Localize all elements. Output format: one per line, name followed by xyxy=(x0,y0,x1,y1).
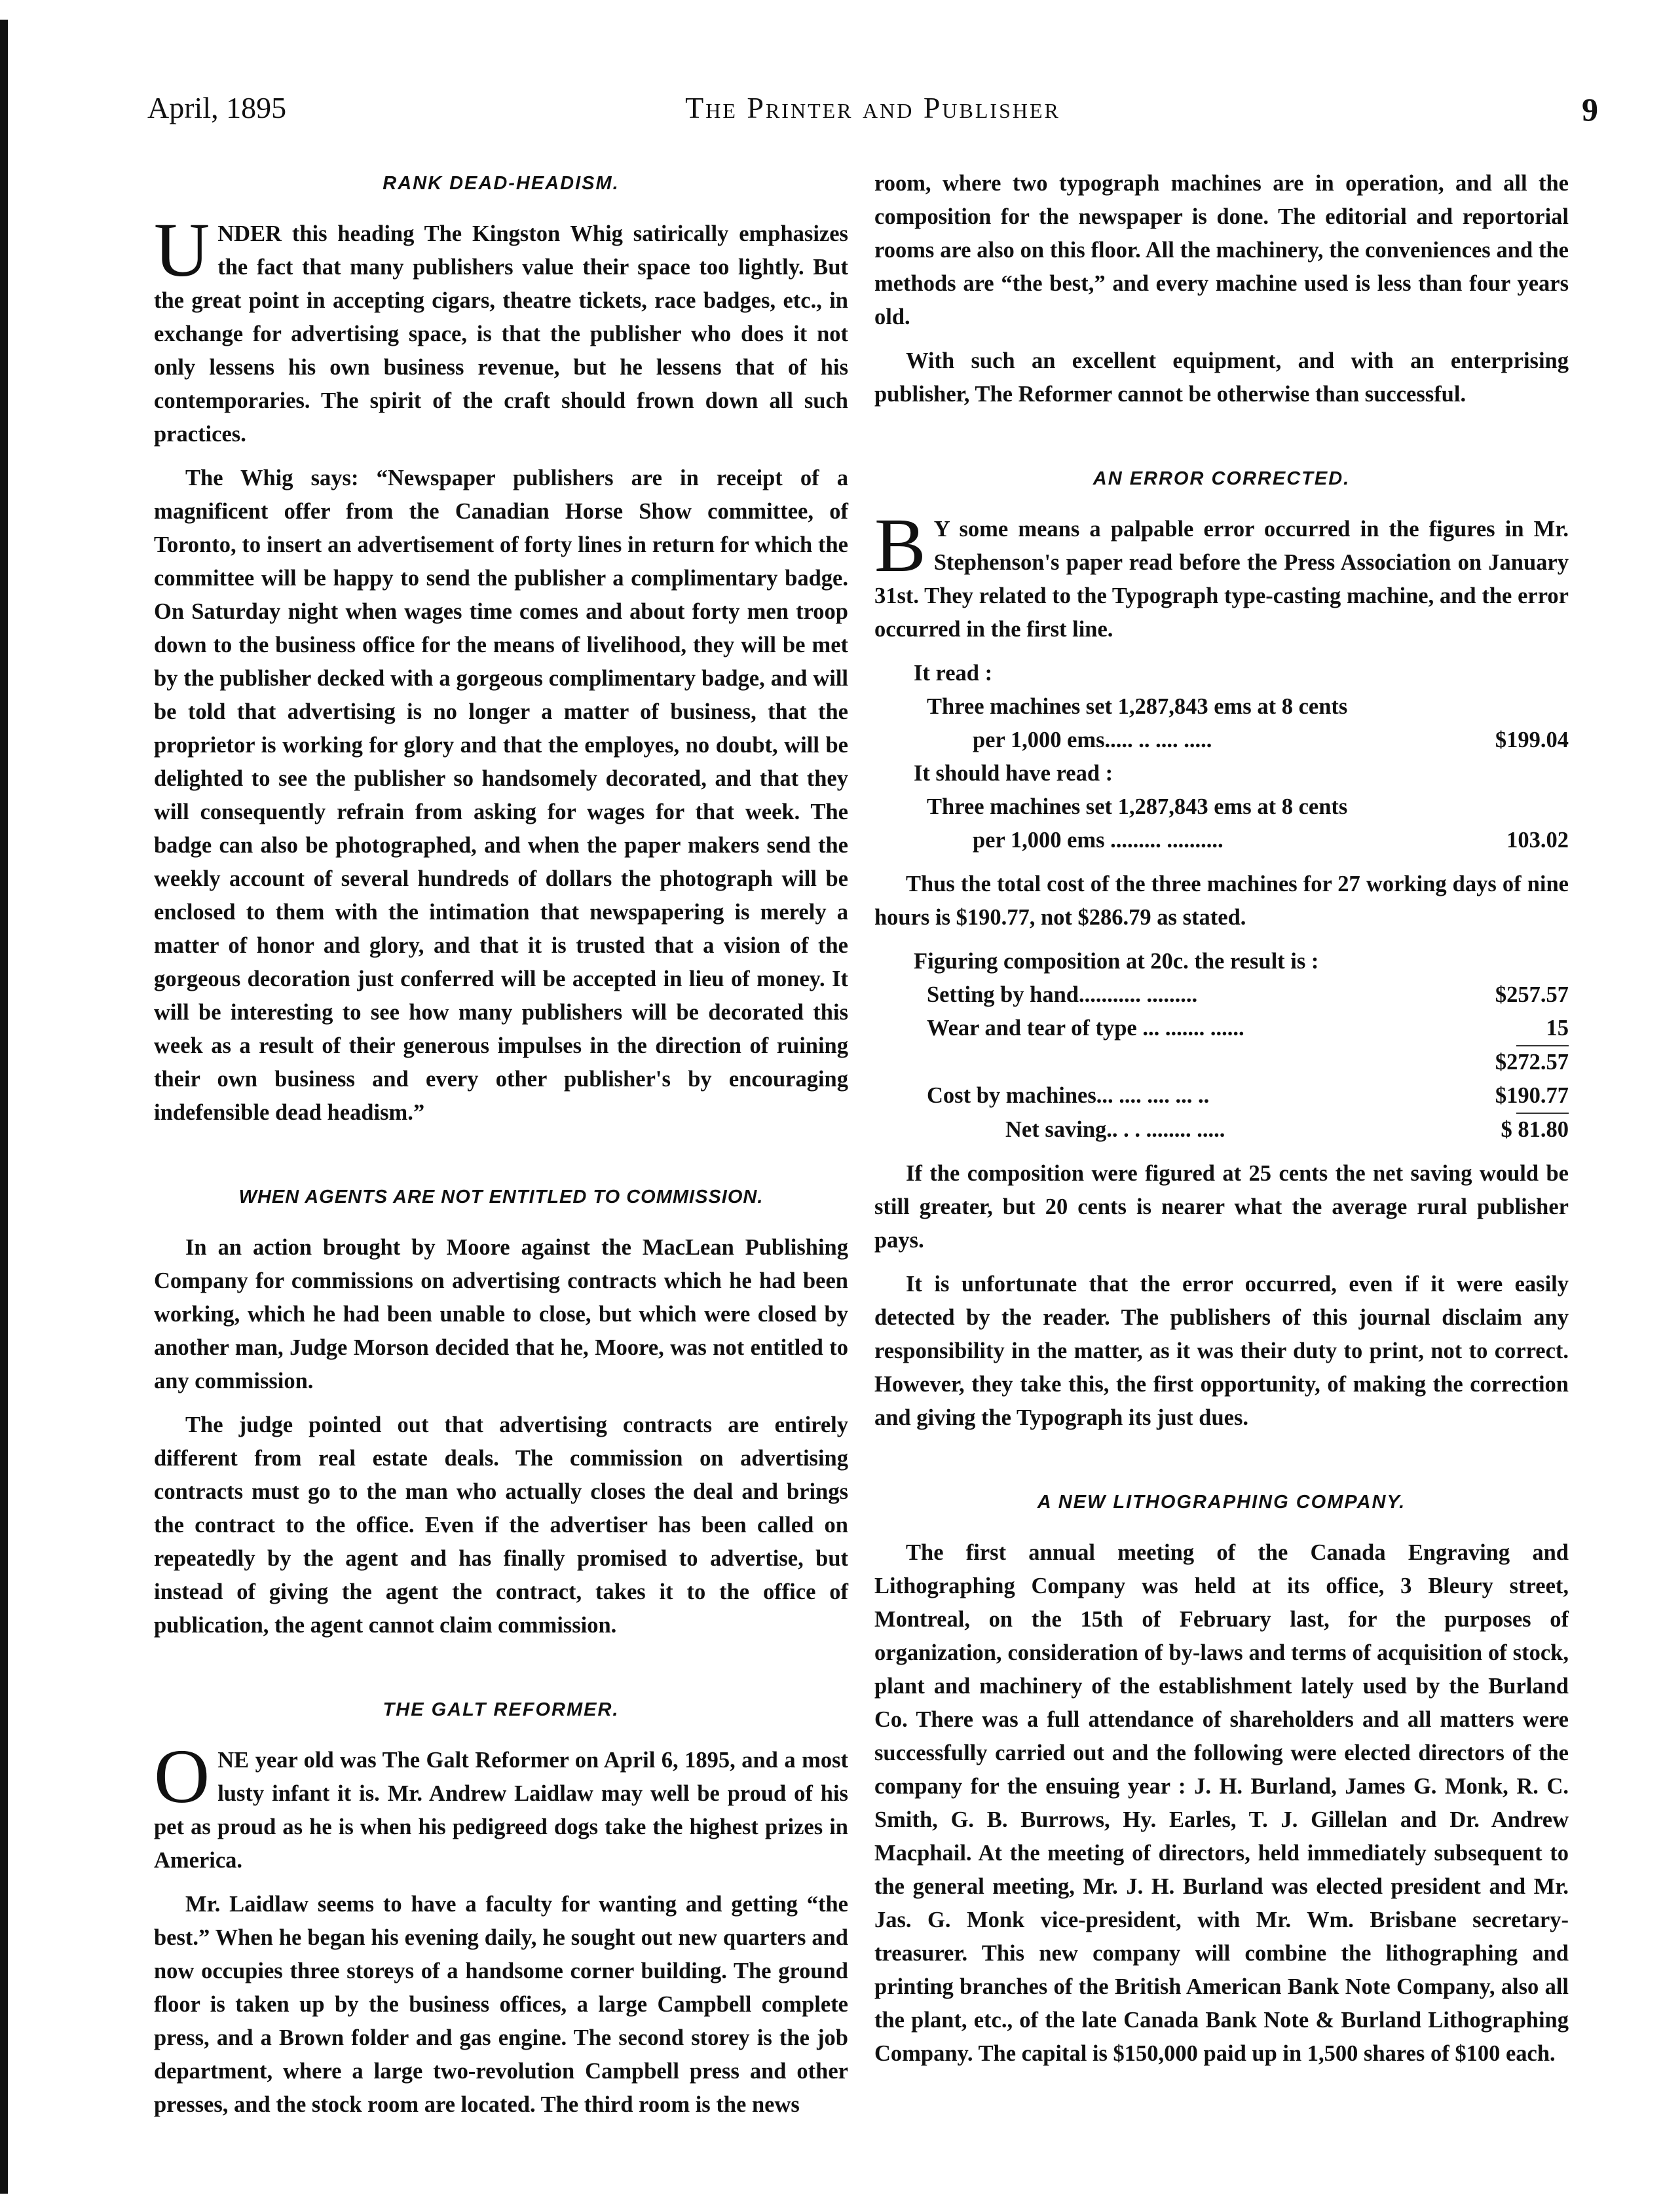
article-galt-reformer xyxy=(154,1693,848,2122)
article-paragraph: The judge pointed out that advertising contracts are entirely different from real estate deals. The commission on advertising contracts must go to the man who actually closes the deal and brings the contract to the office. Even if the advertiser has been called on repeatedly by the agent and has finally promised to advertise, but instead of giving the agent the contract, takes it to the office of publication, the agent cannot claim commission. xyxy=(154,1412,848,1638)
issue-date: April, 1895 xyxy=(147,91,287,124)
calc-value: $190.77 xyxy=(1495,1083,1569,1108)
drop-cap: U xyxy=(154,207,210,293)
calc-value: $199.04 xyxy=(1495,728,1569,752)
calc-value: $257.57 xyxy=(1495,982,1569,1007)
calc-label: per 1,000 ems..... .. .... ..... xyxy=(973,728,1212,752)
article-paragraph: Mr. Laidlaw seems to have a faculty for wanting and getting “the best.” When he began his evening daily, he sought out new quarters and now occupies three storeys of a handsome corner building. The ground floor is taken up by the business offices, a large Campbell complete press, and a Brown folder and gas engine. The second storey is the job department, where a large two-revolution Campbell press and other presses, and the stock room are located. The third room is the news xyxy=(154,1892,848,2117)
article-paragraph: With such an excellent equipment, and with an enterprising publisher, The Reformer cannot be otherwise than successful. xyxy=(874,348,1569,407)
article-error-corrected xyxy=(874,462,1569,1435)
article-paragraph: The first annual meeting of the Canada Engraving and Lithographing Company was held at its office, 3 Bleury street, Montreal, on the 15th of February last, for the purposes of organization, consideration of by-laws and terms of acquisition of stock, plant and machinery of the establishment lately used by the Burland Co. There was a full attendance of shareholders and all matters were successfully carried out and the following were elected directors of the company for the ensuing year : J. H. Burland, James G. Monk, R. C. Smith, G. B. Burrows, Hy. Earles, T. J. Gillelan and Dr. Andrew Macphail. At the meeting of directors, held immediately subsequent to the general meeting, Mr. J. H. Burland was elected president and Mr. Jas. G. Monk vice-president, with Mr. Wm. Brisbane secretary-treasurer. This new company will combine the lithographing and printing branches of the British American Bank Note Company, also all the plant, etc., of the late Canada Bank Note & Burland Lithographing Company. The capital is $150,000 paid up in 1,500 shares of $100 each. xyxy=(874,1540,1569,2066)
binding-margin xyxy=(0,20,8,2194)
cost-comparison xyxy=(874,945,1569,1147)
page-header xyxy=(147,90,1598,130)
calc-value: 103.02 xyxy=(1506,828,1569,853)
article-rank-dead-headism xyxy=(154,167,848,1130)
article-title: THE GALT REFORMER. xyxy=(383,1699,620,1720)
error-calculation xyxy=(874,657,1569,857)
left-column xyxy=(154,167,848,2132)
article-paragraph: Thus the total cost of the three machines for 27 working days of nine hours is $190.77, not $286.79 as stated. xyxy=(874,872,1569,930)
article-paragraph-continued: room, where two typograph machines are in operation, and all the composition for the newspaper is done. The editorial and reportorial rooms are also on this floor. All the machinery, the conveniences and the methods are “the best,” and every machine used is less than four years old. xyxy=(874,171,1569,329)
article-title: WHEN AGENTS ARE NOT ENTITLED TO COMMISSION. xyxy=(238,1187,764,1207)
article-title: AN ERROR CORRECTED. xyxy=(1093,468,1351,489)
drop-cap: O xyxy=(154,1733,210,1819)
article-agents-commission xyxy=(154,1181,848,1642)
article-paragraph xyxy=(874,502,1569,646)
calc-value: $272.57 xyxy=(1495,1050,1569,1075)
calc-label: Three machines set 1,287,843 ems at 8 cents xyxy=(927,694,1348,719)
article-title: A NEW LITHOGRAPHING COMPANY. xyxy=(1037,1492,1406,1513)
journal-title: The Printer and Publisher xyxy=(685,91,1060,124)
page-number: 9 xyxy=(1582,91,1598,128)
paragraph-text: NE year old was The Galt Reformer on April 6, 1895, and a most lusty infant it is. Mr. Andrew Laidlaw may well be proud of his pet as proud as he is when his pedigreed dogs take the highest prizes in America. xyxy=(154,1748,848,1873)
calc-label: Cost by machines... .... .... ... .. xyxy=(927,1083,1210,1108)
calc-label: It should have read : xyxy=(914,761,1113,786)
article-lithographing-company xyxy=(874,1486,1569,2071)
article-paragraph: The Whig says: “Newspaper publishers are in receipt of a magnificent offer from the Canadian Horse Show committee, of Toronto, to insert an advertisement of forty lines in return for which the committee will be happy to send the publisher a complimentary badge. On Saturday night when wages time comes and about forty men troop down to the business office for the means of livelihood, they will be met by the publisher decked with a gorgeous complimentary badge, and will be told that advertising is no longer a matter of business, that the proprietor is working for glory and that the employes, no doubt, will be delighted to see the publisher so handsomely decorated, and that they will consequently refrain from asking for wages for that week. The badge can also be photographed, and when the paper makers send the weekly account of several hundreds of dollars the photograph will be enclosed to them with the intimation that newspapering is merely a matter of honor and glory, and that it is trusted that a vision of the gorgeous decoration just conferred will be accepted in lieu of money. It will be interesting to see how many publishers will be decorated this week as a result of their generous impulses in the direction of ruining their own business and every other publisher's by encouraging indefensible dead headism.” xyxy=(154,466,848,1125)
article-paragraph xyxy=(154,207,848,451)
calc-label: Figuring composition at 20c. the result is : xyxy=(914,949,1319,974)
calc-value: $ 81.80 xyxy=(1501,1117,1569,1142)
drop-cap: B xyxy=(874,502,926,588)
calc-label: It read : xyxy=(914,661,993,686)
article-paragraph xyxy=(154,1733,848,1877)
article-paragraph: In an action brought by Moore against the MacLean Publishing Company for commissions on advertising contracts which he had been working, which he had been unable to close, but which were closed by another man, Judge Morson decided that he, Moore, was not entitled to any commission. xyxy=(154,1235,848,1393)
calc-label: Wear and tear of type ... ....... ...... xyxy=(927,1016,1244,1041)
calc-label: Three machines set 1,287,843 ems at 8 cents xyxy=(927,794,1348,819)
article-title: RANK DEAD-HEADISM. xyxy=(383,173,620,194)
right-column xyxy=(874,167,1569,2081)
calc-value: 15 xyxy=(1546,1016,1569,1041)
article-paragraph: If the composition were figured at 25 cents the net saving would be still greater, but 20 cents is nearer what the average rural publisher pays. xyxy=(874,1161,1569,1253)
calc-label: Setting by hand........... ......... xyxy=(927,982,1198,1007)
paragraph-text: NDER this heading The Kingston Whig satirically emphasizes the fact that many publishers value their space too lightly. But the great point in accepting cigars, theatre tickets, race badges, etc., in exchange for advertising space, is that the publisher who does it not only lessens his own business revenue, but he lessens that of his contemporaries. The spirit of the craft should frown down all such practices. xyxy=(154,221,848,447)
calc-label: Net saving.. . . ........ ..... xyxy=(1005,1117,1225,1142)
calc-label: per 1,000 ems ......... .......... xyxy=(973,828,1224,853)
article-paragraph: It is unfortunate that the error occurred, even if it were easily detected by the reader. The publishers of this journal disclaim any responsibility in the matter, as it was their duty to print, not to correct. However, they take this, the first opportunity, of making the correction and giving the Typograph its just dues. xyxy=(874,1272,1569,1430)
paragraph-text: Y some means a palpable error occurred in the figures in Mr. Stephenson's paper read before the Press Association on January 31st. They related to the Typograph type-casting machine, and the error occurred in the first line. xyxy=(874,517,1569,642)
